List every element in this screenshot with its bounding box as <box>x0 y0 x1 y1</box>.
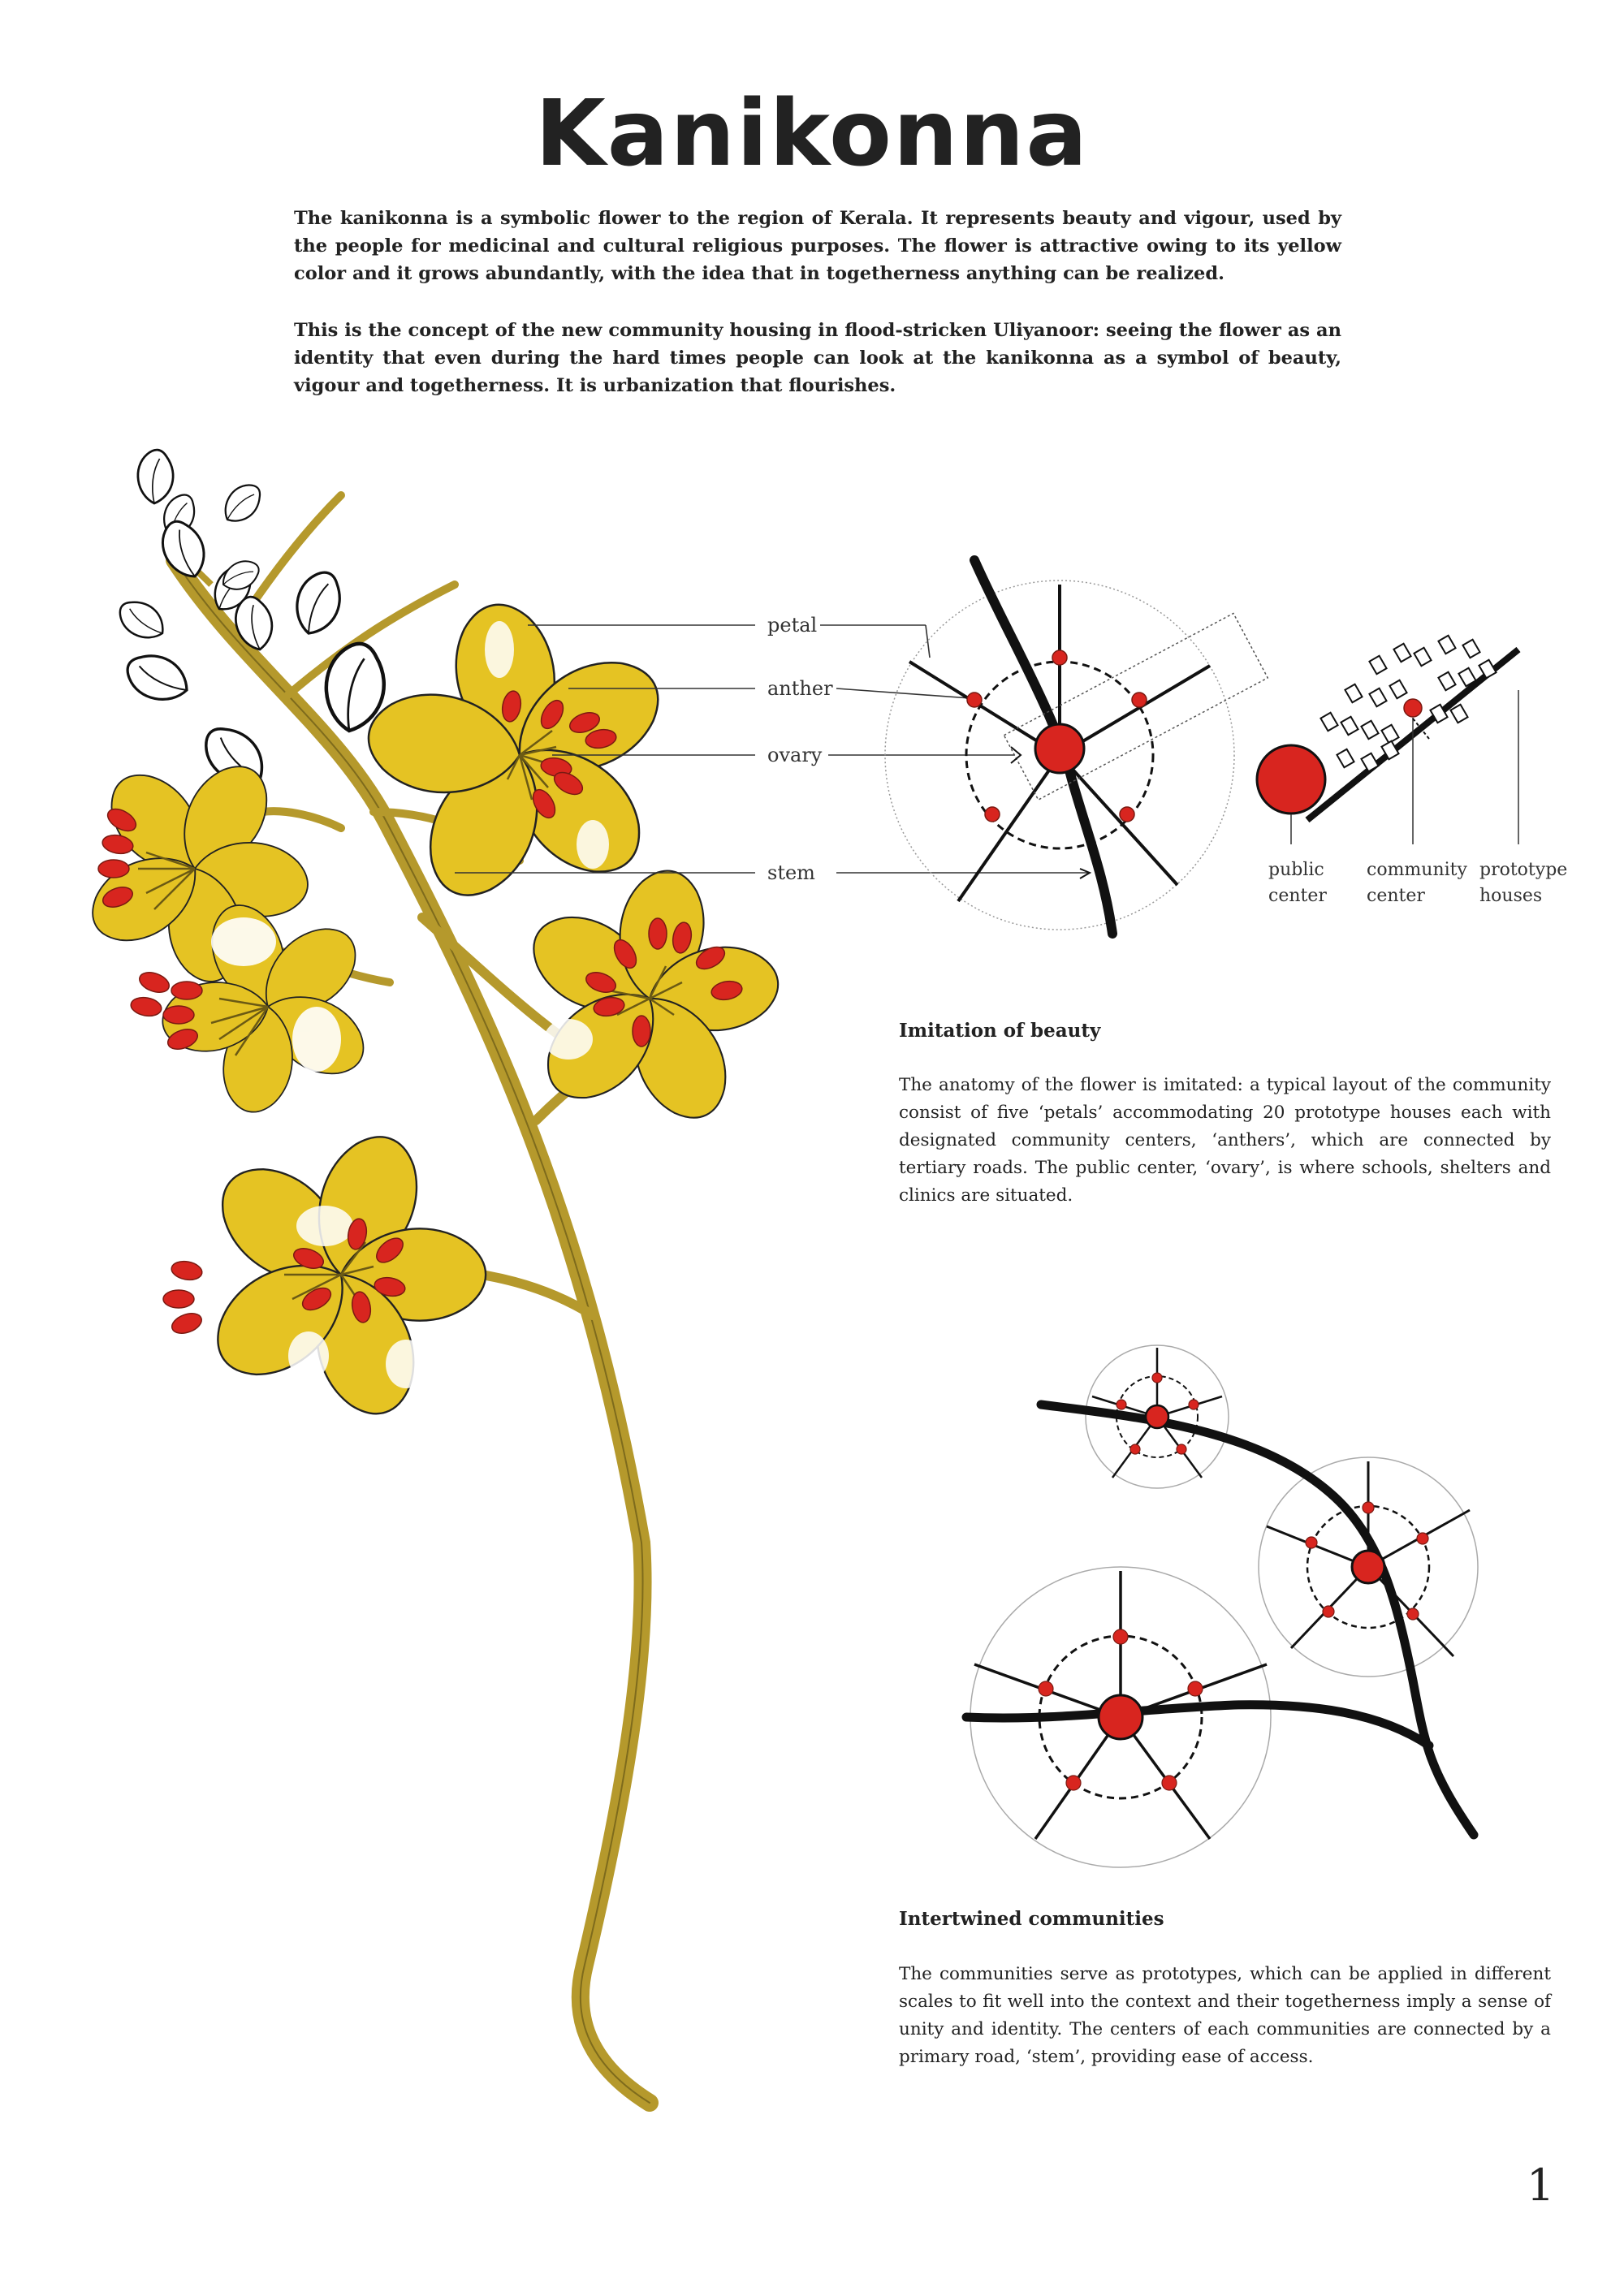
flower-blossom-c <box>129 895 377 1117</box>
label-stem: stem <box>767 861 815 884</box>
legend-prototype-houses-line2: houses <box>1479 886 1543 906</box>
intertwined-communities-diagram <box>966 1345 1478 1867</box>
label-anther: anther <box>767 677 833 700</box>
flower-blossom-e <box>163 1123 486 1426</box>
intro-paragraph-1: The kanikonna is a symbolic flower to the region of Kerala. It represents beauty and vigour, used by the people for medicinal and cultural religious purposes. The flower is attractive owing to its yellow color and it grows abundantly, with the idea that in togetherness anything can be realized. <box>294 208 1341 284</box>
label-petal: petal <box>767 614 818 637</box>
legend-community-center-line1: community <box>1367 860 1467 880</box>
white-buds <box>113 450 387 796</box>
section-heading-imitation: Imitation of beauty <box>899 1020 1101 1042</box>
legend-community-center-line2: center <box>1367 886 1425 906</box>
page-title: Kanikonna <box>535 81 1089 187</box>
legend-public-center-line2: center <box>1268 886 1327 906</box>
legend-prototype-houses-line1: prototype <box>1479 860 1568 880</box>
intro-paragraph-2: This is the concept of the new community housing in flood-stricken Uliyanoor: seeing the flower as an identity that even during the hard times people can look at the kanikonna as a symbol of beauty, vigour and togetherness. It is urbanization that flourishes. <box>294 320 1341 396</box>
page-number: 1 <box>1527 2160 1555 2211</box>
section-text-intertwined: The communities serve as prototypes, which can be applied in different scales to fit well into the context and their togetherness imply a sense of unity and identity. The centers of each communities are connected by a primary road, ‘stem’, providing ease of access. <box>899 1964 1551 2067</box>
section-text-imitation: The anatomy of the flower is imitated: a typical layout of the community consist of five ‘petals’ accommodating 20 prototype houses each with designated community centers, ‘anthers’, which are connected by tertiary roads. The public center, ‘ovary’, is where schools, shelters and clinics are situated. <box>899 1075 1551 1206</box>
section-heading-intertwined: Intertwined communities <box>899 1908 1164 1930</box>
kanikonna-flower-drawing <box>78 450 784 2103</box>
flower-blossom-d <box>517 864 784 1133</box>
legend-public-center-line1: public <box>1268 860 1324 880</box>
legend-diagram <box>1257 636 1518 844</box>
community-layout-diagram <box>885 560 1268 934</box>
label-ovary: ovary <box>767 744 823 766</box>
